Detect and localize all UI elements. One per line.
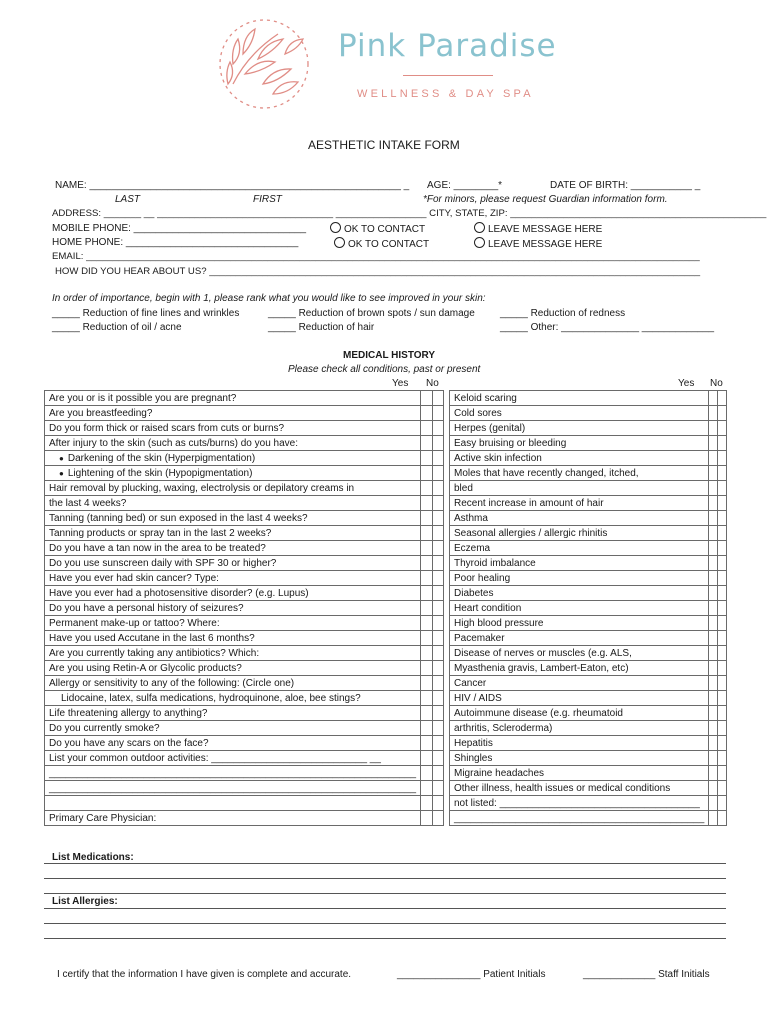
yes-checkbox[interactable] [421,466,432,481]
mobile-phone-field[interactable]: MOBILE PHONE: _______________________________ [52,223,307,234]
condition-label: Diabetes [450,586,709,601]
no-checkbox[interactable] [718,481,727,496]
right-yes-header: Yes [678,378,695,389]
age-field[interactable]: AGE: ________* [427,180,503,191]
yes-checkbox[interactable] [709,736,718,751]
table-row [45,811,444,826]
yes-checkbox[interactable] [421,736,432,751]
yes-checkbox[interactable] [709,541,718,556]
allergies-label: List Allergies: [52,896,118,907]
condition-label: Myasthenia gravis, Lambert-Eaton, etc) [450,661,709,676]
table-row [450,481,727,496]
table-row [45,766,444,781]
no-checkbox[interactable] [432,601,443,616]
no-checkbox[interactable] [432,406,443,421]
table-row [450,466,727,481]
ok-contact-home[interactable]: OK TO CONTACT [334,237,429,250]
condition-label: Allergy or sensitivity to any of the following: (Circle one) [45,676,421,691]
address-field[interactable]: ADDRESS: _______ __ _________________________________ _________________ CITY, STATE, ZIP: ________________________________________________ [52,208,767,219]
last-name-caption: LAST [115,194,141,205]
right-no-header: No [710,378,723,389]
referral-field[interactable]: HOW DID YOU HEAR ABOUT US? ____________________________________________________________________________________________ [55,266,701,277]
yes-checkbox[interactable] [709,766,718,781]
condition-label: Pacemaker [450,631,709,646]
form-title: AESTHETIC INTAKE FORM [308,138,460,152]
no-checkbox[interactable] [432,706,443,721]
medications-line[interactable] [44,893,726,894]
certify-statement: I certify that the information I have given is complete and accurate. [57,969,352,980]
table-row [450,751,727,766]
condition-label: Other illness, health issues or medical conditions [450,781,709,796]
leave-message-home[interactable]: LEAVE MESSAGE HERE [474,237,602,250]
yes-checkbox[interactable] [709,571,718,586]
no-checkbox[interactable] [718,781,727,796]
radio-circle-icon [330,222,341,233]
left-no-header: No [426,378,439,389]
condition-label: Poor healing [450,571,709,586]
no-checkbox[interactable] [432,616,443,631]
no-checkbox[interactable] [718,766,727,781]
condition-label: Shingles [450,751,709,766]
no-checkbox[interactable] [718,571,727,586]
allergies-line[interactable] [44,923,726,924]
yes-checkbox[interactable] [421,601,432,616]
rank-oil-acne[interactable]: _____ Reduction of oil / acne [52,322,182,333]
condition-label: _____________________________________________ [450,811,709,826]
minors-note: *For minors, please request Guardian information form. [423,194,668,205]
table-row [450,541,727,556]
name-field[interactable]: NAME: ________________________________________________________ _ [55,180,410,191]
no-checkbox[interactable] [718,466,727,481]
no-checkbox[interactable] [432,556,443,571]
yes-checkbox[interactable] [709,751,718,766]
table-row [45,526,444,541]
yes-checkbox[interactable] [421,481,432,496]
table-row [450,736,727,751]
yes-checkbox[interactable] [709,796,718,811]
rank-fine-lines[interactable]: _____ Reduction of fine lines and wrinkles [52,308,240,319]
condition-label: Have you used Accutane in the last 6 months? [45,631,421,646]
medical-history-title: MEDICAL HISTORY [343,350,436,361]
condition-label: bled [450,481,709,496]
yes-checkbox[interactable] [709,631,718,646]
table-row [45,676,444,691]
condition-label: HIV / AIDS [450,691,709,706]
table-row [45,796,444,811]
no-checkbox[interactable] [718,676,727,691]
yes-checkbox[interactable] [421,571,432,586]
yes-checkbox[interactable] [709,481,718,496]
no-checkbox[interactable] [432,496,443,511]
leave-message-mobile[interactable]: LEAVE MESSAGE HERE [474,222,602,235]
table-row [45,616,444,631]
condition-label: Hepatitis [450,736,709,751]
no-checkbox[interactable] [718,796,727,811]
table-row [450,451,727,466]
home-phone-field[interactable]: HOME PHONE: _______________________________ [52,237,299,248]
no-checkbox[interactable] [432,511,443,526]
condition-label: ● Lightening of the skin (Hypopigmentation) [45,466,421,481]
no-checkbox[interactable] [718,421,727,436]
condition-label: Primary Care Physician: [45,811,421,826]
table-row [450,676,727,691]
yes-checkbox[interactable] [709,586,718,601]
no-checkbox[interactable] [718,736,727,751]
table-row [450,781,727,796]
yes-checkbox[interactable] [421,616,432,631]
table-row [45,661,444,676]
no-checkbox[interactable] [718,601,727,616]
condition-label: Disease of nerves or muscles (e.g. ALS, [450,646,709,661]
condition-label: Lidocaine, latex, sulfa medications, hydroquinone, aloe, bee stings? [45,691,421,706]
no-checkbox[interactable] [432,391,443,406]
no-checkbox[interactable] [432,736,443,751]
condition-label: Have you ever had skin cancer? Type: [45,571,421,586]
yes-checkbox[interactable] [709,526,718,541]
table-row [450,616,727,631]
table-row [45,691,444,706]
yes-checkbox[interactable] [709,436,718,451]
condition-label: Migraine headaches [450,766,709,781]
no-checkbox[interactable] [718,616,727,631]
medical-history-left-table [44,390,444,826]
patient-initials-field[interactable]: _______________ Patient Initials [397,969,546,980]
condition-label: Are you currently taking any antibiotics? Which: [45,646,421,661]
table-row [45,511,444,526]
yes-checkbox[interactable] [421,406,432,421]
medical-history-subtitle: Please check all conditions, past or present [288,364,481,375]
no-checkbox[interactable] [432,481,443,496]
table-row [45,571,444,586]
yes-checkbox[interactable] [709,391,718,406]
table-row [45,601,444,616]
leaf-wreath-icon [203,14,325,114]
yes-checkbox[interactable] [421,676,432,691]
medications-line[interactable] [44,863,726,864]
table-row [45,706,444,721]
no-checkbox[interactable] [718,586,727,601]
condition-label: Autoimmune disease (e.g. rheumatoid [450,706,709,721]
yes-checkbox[interactable] [709,646,718,661]
ok-contact-mobile[interactable]: OK TO CONTACT [330,222,425,235]
table-row [450,796,727,811]
rank-intro: In order of importance, begin with 1, please rank what you would like to see improved in your skin: [52,293,486,304]
no-checkbox[interactable] [718,556,727,571]
allergies-line[interactable] [44,908,726,909]
table-row [450,391,727,406]
yes-checkbox[interactable] [709,691,718,706]
condition-label: __________________________________________________________________ [45,766,421,781]
no-checkbox[interactable] [718,646,727,661]
no-checkbox[interactable] [718,811,727,826]
no-checkbox[interactable] [432,796,443,811]
table-row [450,631,727,646]
condition-label: Do you use sunscreen daily with SPF 30 or higher? [45,556,421,571]
brand-name: Pink Paradise [338,28,557,64]
condition-label [45,796,421,811]
yes-checkbox[interactable] [709,706,718,721]
condition-label: Seasonal allergies / allergic rhinitis [450,526,709,541]
condition-label: the last 4 weeks? [45,496,421,511]
yes-checkbox[interactable] [709,466,718,481]
condition-label: Do you have any scars on the face? [45,736,421,751]
table-row [45,391,444,406]
no-checkbox[interactable] [432,766,443,781]
yes-checkbox[interactable] [421,391,432,406]
table-row [45,736,444,751]
yes-checkbox[interactable] [421,691,432,706]
no-checkbox[interactable] [432,781,443,796]
table-row [450,706,727,721]
condition-label: Tanning (tanning bed) or sun exposed in the last 4 weeks? [45,511,421,526]
yes-checkbox[interactable] [421,526,432,541]
condition-label: Cold sores [450,406,709,421]
yes-checkbox[interactable] [709,781,718,796]
no-checkbox[interactable] [718,706,727,721]
condition-label: arthritis, Scleroderma) [450,721,709,736]
table-row [45,496,444,511]
medications-line[interactable] [44,878,726,879]
medical-history-right-table [449,390,727,826]
table-row [45,721,444,736]
table-row [45,541,444,556]
yes-checkbox[interactable] [709,601,718,616]
table-row [450,406,727,421]
no-checkbox[interactable] [718,541,727,556]
no-checkbox[interactable] [432,571,443,586]
condition-label: Have you ever had a photosensitive disorder? (e.g. Lupus) [45,586,421,601]
table-row [450,526,727,541]
condition-label: not listed: ____________________________________ [450,796,709,811]
no-checkbox[interactable] [718,496,727,511]
yes-checkbox[interactable] [421,721,432,736]
condition-label: Do you have a tan now in the area to be treated? [45,541,421,556]
condition-label: Are you breastfeeding? [45,406,421,421]
yes-checkbox[interactable] [709,721,718,736]
no-checkbox[interactable] [718,721,727,736]
yes-checkbox[interactable] [421,436,432,451]
table-row [45,631,444,646]
no-checkbox[interactable] [432,436,443,451]
no-checkbox[interactable] [718,751,727,766]
yes-checkbox[interactable] [421,496,432,511]
yes-checkbox[interactable] [709,421,718,436]
radio-circle-icon [334,237,345,248]
no-checkbox[interactable] [718,436,727,451]
no-checkbox[interactable] [718,391,727,406]
table-row [45,781,444,796]
no-checkbox[interactable] [718,631,727,646]
condition-label: Hair removal by plucking, waxing, electrolysis or depilatory creams in [45,481,421,496]
table-row [450,571,727,586]
yes-checkbox[interactable] [709,511,718,526]
table-row [450,766,727,781]
condition-label: Herpes (genital) [450,421,709,436]
table-row [45,586,444,601]
dob-field[interactable]: DATE OF BIRTH: ___________ _ [550,180,701,191]
no-checkbox[interactable] [432,631,443,646]
condition-label: Eczema [450,541,709,556]
condition-label: Are you using Retin-A or Glycolic products? [45,661,421,676]
no-checkbox[interactable] [432,691,443,706]
table-row [45,751,444,766]
table-row [450,436,727,451]
table-row [45,436,444,451]
no-checkbox[interactable] [432,451,443,466]
no-checkbox[interactable] [432,676,443,691]
table-row [45,451,444,466]
medications-label: List Medications: [52,852,134,863]
left-yes-header: Yes [392,378,409,389]
yes-checkbox[interactable] [709,406,718,421]
no-checkbox[interactable] [432,466,443,481]
table-row [450,691,727,706]
no-checkbox[interactable] [432,751,443,766]
table-row [450,601,727,616]
table-row [45,556,444,571]
condition-label: Are you or is it possible you are pregnant? [45,391,421,406]
yes-checkbox[interactable] [421,451,432,466]
brand-divider [403,75,493,76]
no-checkbox[interactable] [432,541,443,556]
table-row [45,646,444,661]
rank-hair[interactable]: _____ Reduction of hair [268,322,375,333]
brand-tagline: WELLNESS & DAY SPA [357,88,534,100]
condition-label: Recent increase in amount of hair [450,496,709,511]
yes-checkbox[interactable] [421,556,432,571]
yes-checkbox[interactable] [709,661,718,676]
yes-checkbox[interactable] [709,676,718,691]
yes-checkbox[interactable] [709,616,718,631]
table-row [450,811,727,826]
condition-label: Life threatening allergy to anything? [45,706,421,721]
condition-label: Moles that have recently changed, itched, [450,466,709,481]
no-checkbox[interactable] [432,646,443,661]
no-checkbox[interactable] [718,691,727,706]
yes-checkbox[interactable] [421,706,432,721]
table-row [450,661,727,676]
yes-checkbox[interactable] [421,511,432,526]
condition-label: Easy bruising or bleeding [450,436,709,451]
rank-redness[interactable]: _____ Reduction of redness [500,308,626,319]
condition-label: After injury to the skin (such as cuts/burns) do you have: [45,436,421,451]
yes-checkbox[interactable] [421,781,432,796]
condition-label: Tanning products or spray tan in the last 2 weeks? [45,526,421,541]
yes-checkbox[interactable] [421,796,432,811]
no-checkbox[interactable] [718,661,727,676]
no-checkbox[interactable] [432,526,443,541]
yes-checkbox[interactable] [421,631,432,646]
yes-checkbox[interactable] [709,556,718,571]
condition-label: Keloid scaring [450,391,709,406]
yes-checkbox[interactable] [421,751,432,766]
table-row [450,496,727,511]
table-row [450,586,727,601]
email-field[interactable]: EMAIL: ___________________________________________________________________________________________________________________ [52,251,700,262]
table-row [45,406,444,421]
radio-circle-icon [474,237,485,248]
no-checkbox[interactable] [718,511,727,526]
staff-initials-field[interactable]: _____________ Staff Initials [583,969,710,980]
table-row [450,421,727,436]
no-checkbox[interactable] [432,721,443,736]
table-row [45,421,444,436]
yes-checkbox[interactable] [421,421,432,436]
yes-checkbox[interactable] [421,646,432,661]
no-checkbox[interactable] [432,811,443,826]
condition-label: Do you currently smoke? [45,721,421,736]
condition-label: ● Darkening of the skin (Hyperpigmentation) [45,451,421,466]
condition-label: Do you form thick or raised scars from cuts or burns? [45,421,421,436]
radio-circle-icon [474,222,485,233]
condition-label: __________________________________________________________________ [45,781,421,796]
yes-checkbox[interactable] [421,766,432,781]
table-row [45,466,444,481]
condition-label: Active skin infection [450,451,709,466]
yes-checkbox[interactable] [421,811,432,826]
allergies-line[interactable] [44,938,726,939]
condition-label: Heart condition [450,601,709,616]
yes-checkbox[interactable] [709,451,718,466]
table-row [450,646,727,661]
yes-checkbox[interactable] [421,661,432,676]
condition-label: List your common outdoor activities: ____________________________ __ [45,751,421,766]
yes-checkbox[interactable] [709,811,718,826]
table-row [450,511,727,526]
condition-label: Cancer [450,676,709,691]
table-row [450,556,727,571]
yes-checkbox[interactable] [421,586,432,601]
rank-other[interactable]: _____ Other: ______________ _____________ [500,322,715,333]
condition-label: Asthma [450,511,709,526]
yes-checkbox[interactable] [421,541,432,556]
no-checkbox[interactable] [432,421,443,436]
no-checkbox[interactable] [432,586,443,601]
no-checkbox[interactable] [432,661,443,676]
table-row [45,481,444,496]
condition-label: High blood pressure [450,616,709,631]
no-checkbox[interactable] [718,451,727,466]
first-name-caption: FIRST [253,194,282,205]
condition-label: Do you have a personal history of seizures? [45,601,421,616]
table-row [450,721,727,736]
condition-label: Permanent make-up or tattoo? Where: [45,616,421,631]
condition-label: Thyroid imbalance [450,556,709,571]
no-checkbox[interactable] [718,406,727,421]
rank-brown-spots[interactable]: _____ Reduction of brown spots / sun damage [268,308,475,319]
yes-checkbox[interactable] [709,496,718,511]
no-checkbox[interactable] [718,526,727,541]
